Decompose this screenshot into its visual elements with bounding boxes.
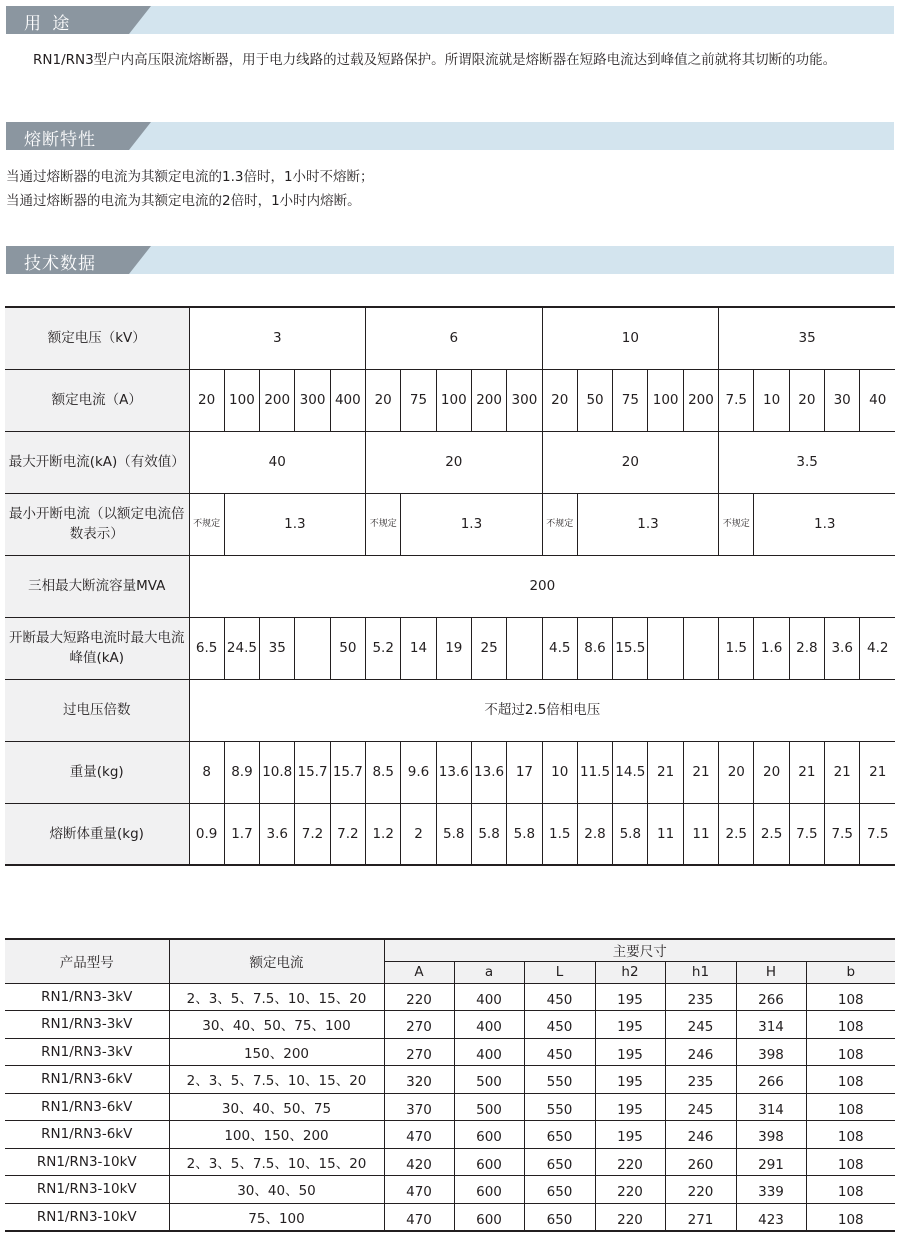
header-dim: h2: [595, 961, 665, 983]
table-row: [5, 1176, 895, 1204]
weight-cell: 14.5: [613, 741, 648, 803]
dim-cell: 195: [595, 983, 665, 1011]
peak-cell: 4.5: [542, 617, 577, 679]
weight-cell: 10.8: [260, 741, 295, 803]
weight-cell: 8: [189, 741, 224, 803]
row-label-overvoltage: 过电压倍数: [5, 679, 189, 741]
model-cell: RN1/RN3-6kV: [5, 1121, 169, 1149]
row-label-capacity: 三相最大断流容量MVA: [5, 555, 189, 617]
row-label-peak: 开断最大短路电流时最大电流峰值(kA): [5, 617, 189, 679]
weight-cell: 17: [507, 741, 542, 803]
dim-cell: 600: [454, 1176, 524, 1204]
weight-cell: 15.7: [330, 741, 365, 803]
current-cell: 40: [860, 369, 895, 431]
dim-cell: 245: [665, 1093, 736, 1121]
row-label-weight: 重量(kg): [5, 741, 189, 803]
voltage-cell: 35: [719, 307, 896, 369]
dimensions-table: [5, 938, 895, 1232]
current-cell: 400: [330, 369, 365, 431]
model-cell: RN1/RN3-6kV: [5, 1066, 169, 1094]
dim-cell: 270: [384, 1038, 454, 1066]
table-row: [5, 555, 895, 617]
dim-cell: 220: [665, 1176, 736, 1204]
current-cell: 50: [577, 369, 612, 431]
peak-cell: 3.6: [825, 617, 860, 679]
current-cell: 200: [471, 369, 506, 431]
dim-cell: 108: [806, 983, 895, 1011]
dim-cell: 650: [524, 1176, 595, 1204]
peak-cell: 5.2: [366, 617, 401, 679]
dim-cell: 220: [595, 1176, 665, 1204]
header-row: [5, 939, 895, 961]
current-cell: 300: [507, 369, 542, 431]
table-row: [5, 1148, 895, 1176]
min-break-unspecified: 不规定: [719, 493, 754, 555]
fuse-weight-cell: 2.8: [577, 803, 612, 865]
current-cell: 2、3、5、7.5、10、15、20: [169, 1066, 384, 1094]
peak-cell: 6.5: [189, 617, 224, 679]
current-cell: 30、40、50: [169, 1176, 384, 1204]
current-cell: 20: [542, 369, 577, 431]
row-label-max-break: 最大开断电流(kA)（有效值）: [5, 431, 189, 493]
section-title-usage: 用 途: [24, 14, 73, 34]
dim-cell: 470: [384, 1121, 454, 1149]
min-break-cell: 1.3: [224, 493, 365, 555]
row-label-voltage: 额定电压（kV）: [5, 307, 189, 369]
dim-cell: 266: [736, 983, 806, 1011]
dim-cell: 423: [736, 1203, 806, 1231]
dim-cell: 270: [384, 1011, 454, 1039]
peak-cell: 35: [260, 617, 295, 679]
dim-cell: 108: [806, 1148, 895, 1176]
fuse-weight-cell: 0.9: [189, 803, 224, 865]
table-row: [5, 1121, 895, 1149]
row-label-current: 额定电流（A）: [5, 369, 189, 431]
min-break-unspecified: 不规定: [366, 493, 401, 555]
current-cell: 2、3、5、7.5、10、15、20: [169, 1148, 384, 1176]
model-cell: RN1/RN3-3kV: [5, 983, 169, 1011]
fusing-text-1: 当通过熔断器的电流为其额定电流的1.3倍时，1小时不熔断；: [6, 169, 374, 185]
weight-cell: 21: [648, 741, 683, 803]
dim-cell: 650: [524, 1148, 595, 1176]
dim-cell: 400: [454, 1038, 524, 1066]
dim-cell: 235: [665, 983, 736, 1011]
fuse-weight-cell: 7.5: [789, 803, 824, 865]
current-cell: 100、150、200: [169, 1121, 384, 1149]
current-cell: 20: [789, 369, 824, 431]
dim-cell: 320: [384, 1066, 454, 1094]
fuse-weight-cell: 1.7: [224, 803, 259, 865]
section-title-fusing: 熔断特性: [24, 130, 96, 150]
fuse-weight-cell: 1.5: [542, 803, 577, 865]
max-break-cell: 20: [366, 431, 543, 493]
table-row: [5, 679, 895, 741]
peak-cell: 1.5: [719, 617, 754, 679]
dim-cell: 108: [806, 1038, 895, 1066]
dim-cell: 195: [595, 1011, 665, 1039]
dim-cell: 650: [524, 1203, 595, 1231]
current-cell: 20: [366, 369, 401, 431]
model-cell: RN1/RN3-3kV: [5, 1011, 169, 1039]
table-row: [5, 1093, 895, 1121]
dim-cell: 271: [665, 1203, 736, 1231]
fuse-weight-cell: 11: [648, 803, 683, 865]
peak-cell: 24.5: [224, 617, 259, 679]
weight-cell: 9.6: [401, 741, 436, 803]
fuse-weight-cell: 5.8: [507, 803, 542, 865]
dim-cell: 450: [524, 1011, 595, 1039]
dim-cell: 550: [524, 1066, 595, 1094]
peak-cell: 25: [471, 617, 506, 679]
weight-cell: 8.5: [366, 741, 401, 803]
current-cell: 100: [648, 369, 683, 431]
dim-cell: 600: [454, 1121, 524, 1149]
row-label-fuse-weight: 熔断体重量(kg): [5, 803, 189, 865]
model-cell: RN1/RN3-10kV: [5, 1176, 169, 1204]
peak-cell: 15.5: [613, 617, 648, 679]
model-cell: RN1/RN3-10kV: [5, 1203, 169, 1231]
peak-cell: 50: [330, 617, 365, 679]
peak-cell: [683, 617, 718, 679]
weight-cell: 21: [825, 741, 860, 803]
dim-cell: 260: [665, 1148, 736, 1176]
table-row: [5, 617, 895, 679]
dim-cell: 650: [524, 1121, 595, 1149]
section-header-fusing: [6, 122, 894, 150]
dim-cell: 339: [736, 1176, 806, 1204]
min-break-cell: 1.3: [754, 493, 895, 555]
dim-cell: 470: [384, 1176, 454, 1204]
weight-cell: 13.6: [471, 741, 506, 803]
header-dim: H: [736, 961, 806, 983]
weight-cell: 11.5: [577, 741, 612, 803]
header-dim: A: [384, 961, 454, 983]
voltage-cell: 3: [189, 307, 366, 369]
fuse-weight-cell: 7.5: [825, 803, 860, 865]
current-cell: 100: [436, 369, 471, 431]
dim-cell: 450: [524, 1038, 595, 1066]
dim-cell: 450: [524, 983, 595, 1011]
peak-cell: 1.6: [754, 617, 789, 679]
weight-cell: 21: [789, 741, 824, 803]
peak-cell: 2.8: [789, 617, 824, 679]
table-row: [5, 369, 895, 431]
peak-cell: 19: [436, 617, 471, 679]
dim-cell: 550: [524, 1093, 595, 1121]
table-row: [5, 803, 895, 865]
dim-cell: 420: [384, 1148, 454, 1176]
peak-cell: [295, 617, 330, 679]
dim-cell: 195: [595, 1038, 665, 1066]
dim-cell: 400: [454, 983, 524, 1011]
current-cell: 200: [683, 369, 718, 431]
fuse-weight-cell: 2.5: [754, 803, 789, 865]
table-row: [5, 1038, 895, 1066]
min-break-cell: 1.3: [401, 493, 542, 555]
dim-cell: 291: [736, 1148, 806, 1176]
dim-cell: 220: [384, 983, 454, 1011]
model-cell: RN1/RN3-10kV: [5, 1148, 169, 1176]
current-cell: 150、200: [169, 1038, 384, 1066]
min-break-unspecified: 不规定: [189, 493, 224, 555]
fuse-weight-cell: 5.8: [436, 803, 471, 865]
row-label-min-break: 最小开断电流（以额定电流倍数表示）: [5, 493, 189, 555]
peak-cell: 8.6: [577, 617, 612, 679]
weight-cell: 21: [683, 741, 718, 803]
dim-cell: 314: [736, 1093, 806, 1121]
current-cell: 300: [295, 369, 330, 431]
section-title-tech: 技术数据: [24, 254, 96, 274]
dim-cell: 195: [595, 1121, 665, 1149]
header-current: 额定电流: [169, 939, 384, 983]
current-cell: 7.5: [719, 369, 754, 431]
table-row: [5, 1203, 895, 1231]
fuse-weight-cell: 11: [683, 803, 718, 865]
dim-cell: 600: [454, 1203, 524, 1231]
dim-cell: 195: [595, 1066, 665, 1094]
table-row: [5, 741, 895, 803]
fuse-weight-cell: 2: [401, 803, 436, 865]
fuse-weight-cell: 7.2: [295, 803, 330, 865]
weight-cell: 13.6: [436, 741, 471, 803]
current-cell: 100: [224, 369, 259, 431]
voltage-cell: 10: [542, 307, 719, 369]
current-cell: 30、40、50、75: [169, 1093, 384, 1121]
dim-cell: 266: [736, 1066, 806, 1094]
dim-cell: 235: [665, 1066, 736, 1094]
overvoltage-cell: 不超过2.5倍相电压: [189, 679, 895, 741]
dim-cell: 108: [806, 1121, 895, 1149]
weight-cell: 8.9: [224, 741, 259, 803]
header-dim: L: [524, 961, 595, 983]
max-break-cell: 40: [189, 431, 366, 493]
fuse-weight-cell: 7.5: [860, 803, 895, 865]
current-cell: 75: [613, 369, 648, 431]
min-break-cell: 1.3: [577, 493, 718, 555]
header-dim: b: [806, 961, 895, 983]
table-row: [5, 1011, 895, 1039]
dim-cell: 500: [454, 1093, 524, 1121]
dim-cell: 370: [384, 1093, 454, 1121]
table-row: [5, 307, 895, 369]
peak-cell: [648, 617, 683, 679]
usage-text: RN1/RN3型户内高压限流熔断器，用于电力线路的过载及短路保护。所谓限流就是熔断器在短路电流达到峰值之前就将其切断的功能。: [33, 52, 837, 68]
dim-cell: 314: [736, 1011, 806, 1039]
table-row: [5, 493, 895, 555]
header-dim: h1: [665, 961, 736, 983]
current-cell: 2、3、5、7.5、10、15、20: [169, 983, 384, 1011]
dim-cell: 398: [736, 1038, 806, 1066]
dim-cell: 600: [454, 1148, 524, 1176]
dim-cell: 195: [595, 1093, 665, 1121]
current-cell: 20: [189, 369, 224, 431]
header-main-dims: 主要尺寸: [384, 939, 895, 961]
tech-data-table: [5, 306, 895, 866]
peak-cell: [507, 617, 542, 679]
header-dim: a: [454, 961, 524, 983]
weight-cell: 10: [542, 741, 577, 803]
table-row: [5, 1066, 895, 1094]
min-break-unspecified: 不规定: [542, 493, 577, 555]
dim-cell: 400: [454, 1011, 524, 1039]
weight-cell: 21: [860, 741, 895, 803]
current-cell: 200: [260, 369, 295, 431]
dim-cell: 470: [384, 1203, 454, 1231]
dim-cell: 398: [736, 1121, 806, 1149]
peak-cell: 14: [401, 617, 436, 679]
dim-cell: 220: [595, 1203, 665, 1231]
fuse-weight-cell: 5.8: [613, 803, 648, 865]
dim-cell: 108: [806, 1093, 895, 1121]
dim-cell: 246: [665, 1121, 736, 1149]
model-cell: RN1/RN3-3kV: [5, 1038, 169, 1066]
model-cell: RN1/RN3-6kV: [5, 1093, 169, 1121]
fuse-weight-cell: 5.8: [471, 803, 506, 865]
max-break-cell: 20: [542, 431, 719, 493]
dim-cell: 108: [806, 1176, 895, 1204]
dim-cell: 108: [806, 1203, 895, 1231]
dim-cell: 108: [806, 1011, 895, 1039]
fuse-weight-cell: 1.2: [366, 803, 401, 865]
max-break-cell: 3.5: [719, 431, 896, 493]
voltage-cell: 6: [366, 307, 543, 369]
current-cell: 10: [754, 369, 789, 431]
current-cell: 30: [825, 369, 860, 431]
fusing-text-2: 当通过熔断器的电流为其额定电流的2倍时，1小时内熔断。: [6, 193, 361, 209]
weight-cell: 15.7: [295, 741, 330, 803]
table-row: [5, 983, 895, 1011]
fuse-weight-cell: 3.6: [260, 803, 295, 865]
fuse-weight-cell: 7.2: [330, 803, 365, 865]
dim-cell: 108: [806, 1066, 895, 1094]
capacity-cell: 200: [189, 555, 895, 617]
peak-cell: 4.2: [860, 617, 895, 679]
section-header-tech: [6, 246, 894, 274]
weight-cell: 20: [719, 741, 754, 803]
dim-cell: 245: [665, 1011, 736, 1039]
table-row: [5, 431, 895, 493]
current-cell: 75: [401, 369, 436, 431]
dim-cell: 220: [595, 1148, 665, 1176]
header-model: 产品型号: [5, 939, 169, 983]
current-cell: 75、100: [169, 1203, 384, 1231]
fuse-weight-cell: 2.5: [719, 803, 754, 865]
section-header-usage: [6, 6, 894, 34]
dim-cell: 500: [454, 1066, 524, 1094]
weight-cell: 20: [754, 741, 789, 803]
current-cell: 30、40、50、75、100: [169, 1011, 384, 1039]
dim-cell: 246: [665, 1038, 736, 1066]
